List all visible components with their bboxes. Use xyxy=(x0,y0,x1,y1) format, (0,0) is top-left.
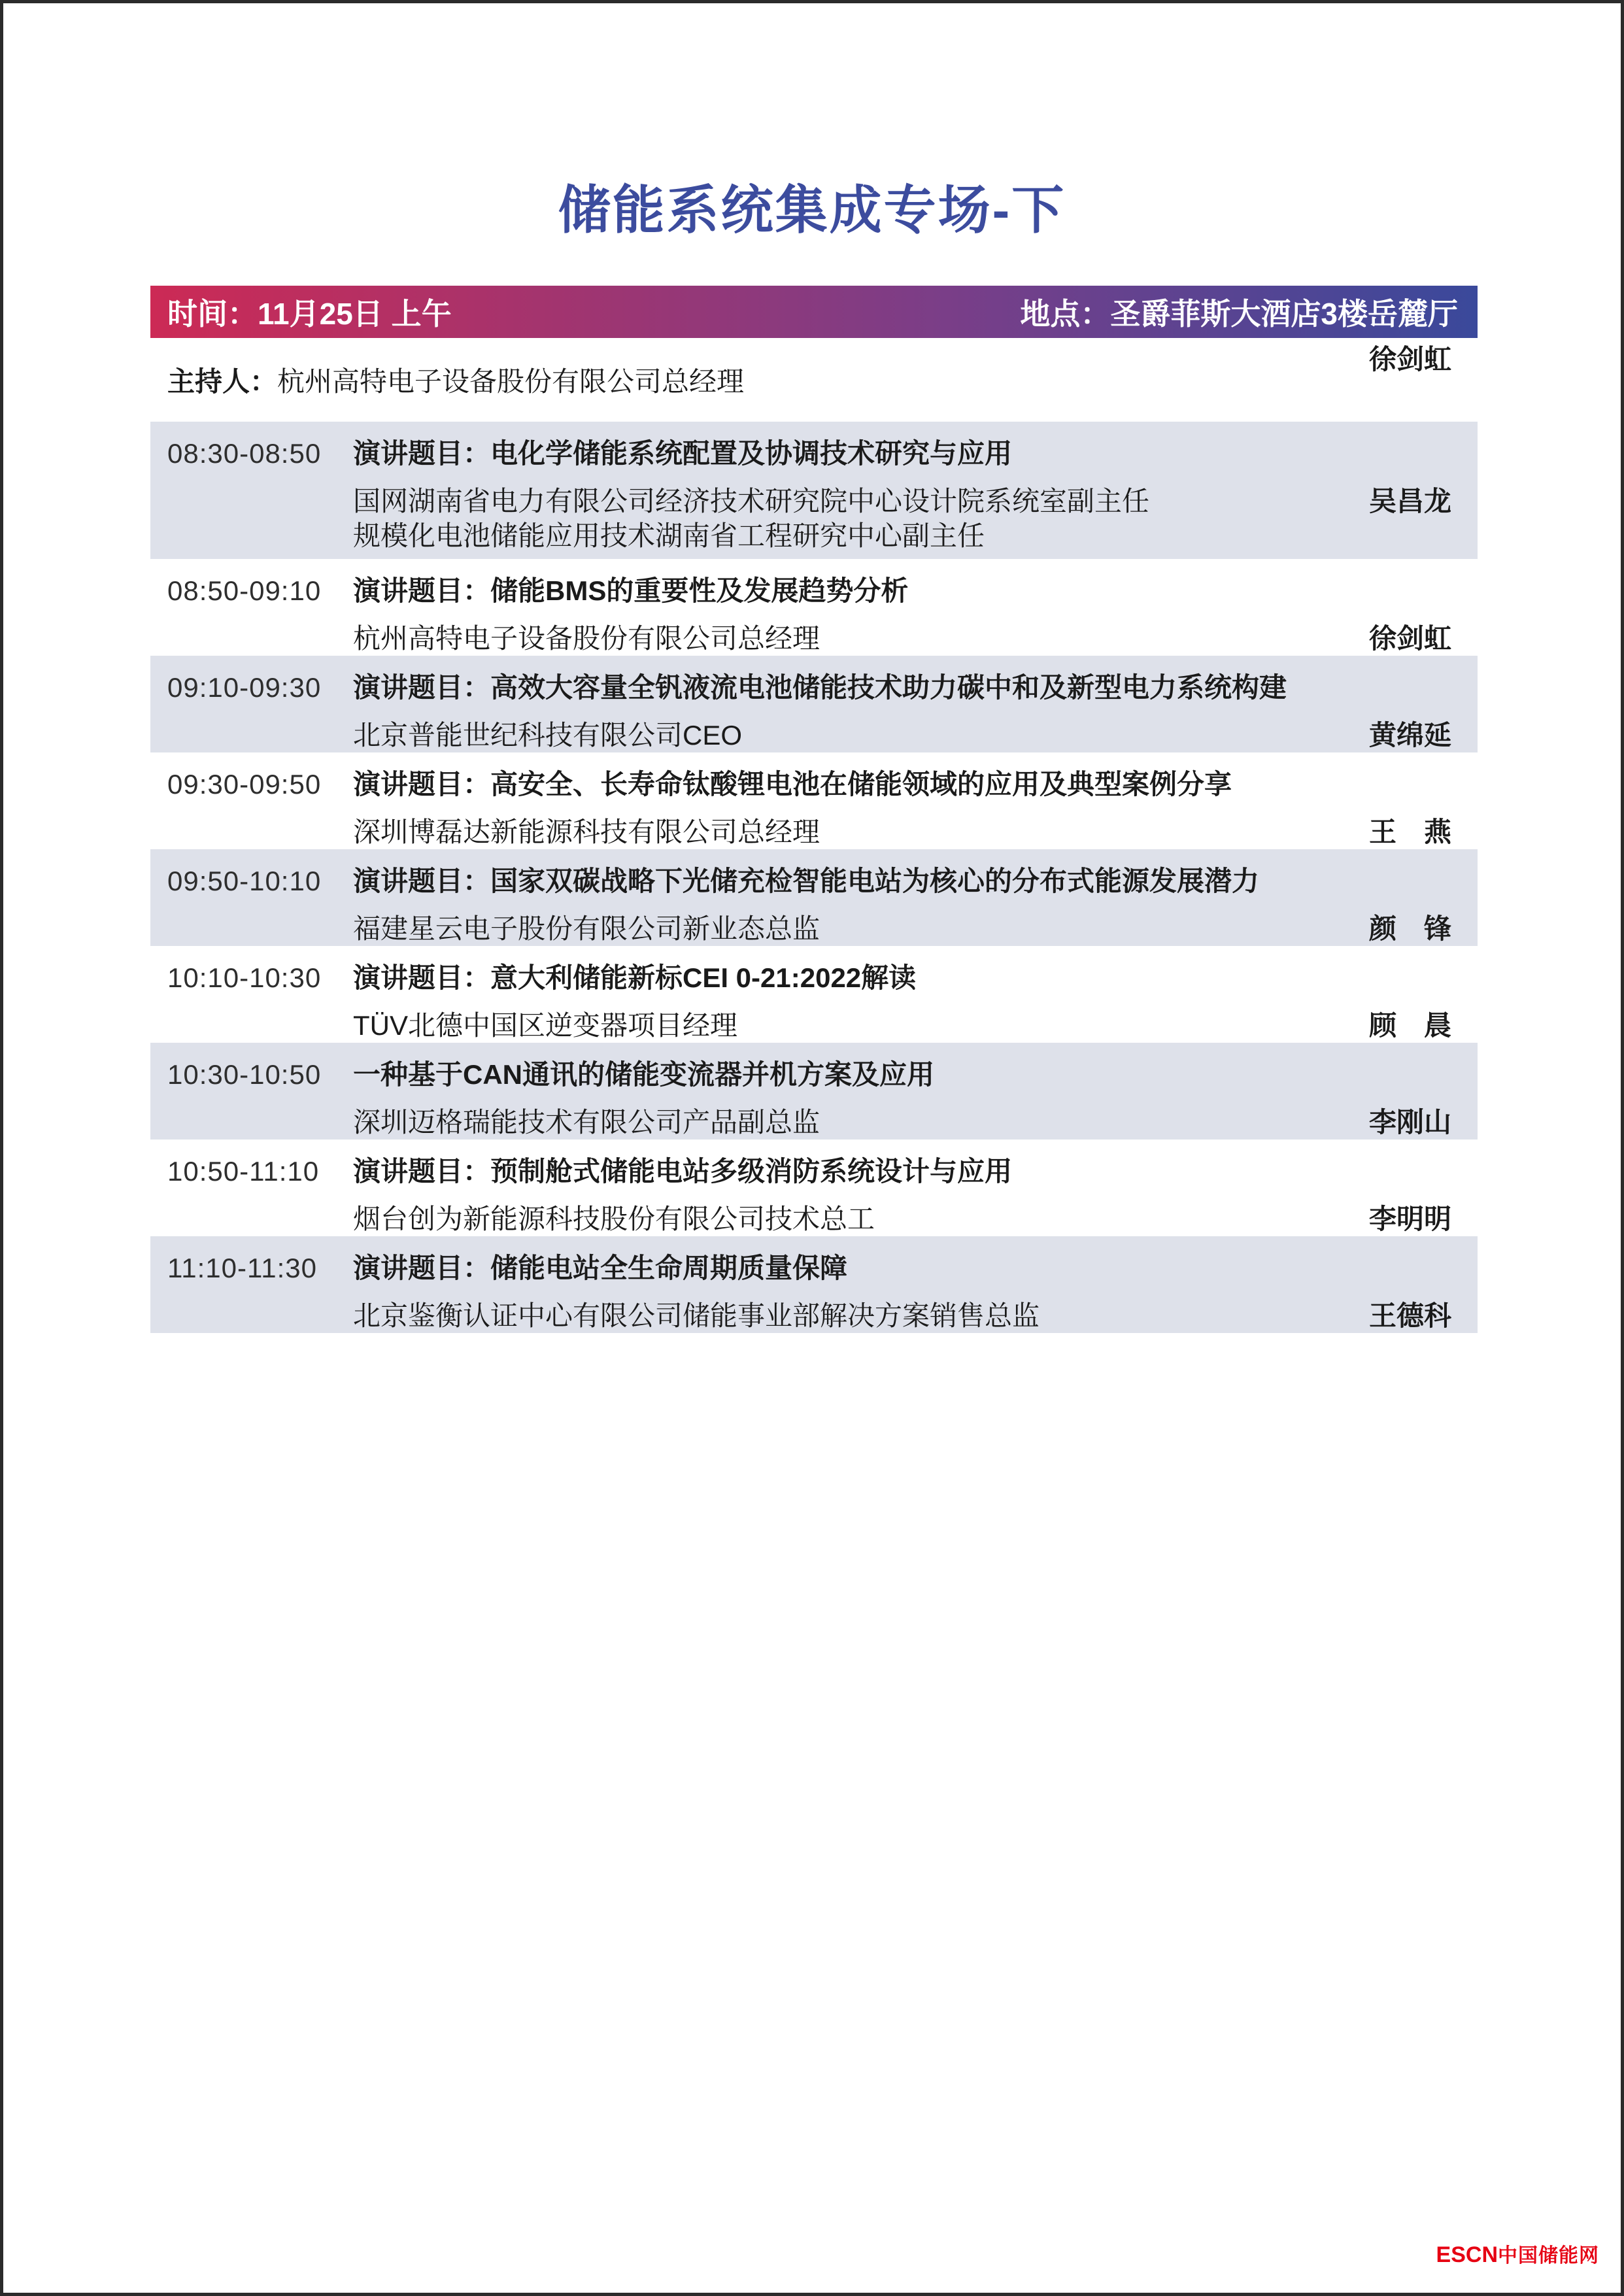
affiliation-line: 福建星云电子股份有限公司新业态总监 xyxy=(353,913,820,944)
escn-logo-latin: ESCN xyxy=(1436,2242,1498,2267)
session-affiliation xyxy=(353,1105,1216,1140)
session-time: 09:10-09:30 xyxy=(167,672,322,703)
session-title: 演讲题目：预制舱式储能电站多级消防系统设计与应用 xyxy=(353,1156,1013,1187)
agenda-content xyxy=(150,286,1478,1333)
host-info xyxy=(167,360,1369,399)
session-affiliation xyxy=(353,484,1216,553)
affiliation-line: 国网湖南省电力有限公司经济技术研究院中心设计院系统室副主任 xyxy=(353,486,1150,516)
session-row xyxy=(150,656,1478,752)
session-row xyxy=(150,849,1478,946)
affiliation-line: 深圳迈格瑞能技术有限公司产品副总监 xyxy=(353,1107,820,1138)
host-affiliation: 杭州高特电子设备股份有限公司总经理 xyxy=(277,366,745,397)
session-row xyxy=(150,1140,1478,1236)
session-title: 演讲题目：国家双碳战略下光储充检智能电站为核心的分布式能源发展潜力 xyxy=(353,866,1260,896)
session-title: 演讲题目：高效大容量全钒液流电池储能技术助力碳中和及新型电力系统构建 xyxy=(353,672,1287,703)
session-time: 09:50-10:10 xyxy=(167,866,322,896)
session-time: 10:10-10:30 xyxy=(167,962,322,993)
escn-logo-site-name: 中国储能网 xyxy=(1498,2245,1599,2267)
session-affiliation xyxy=(353,911,1216,946)
session-time: 09:30-09:50 xyxy=(167,769,322,800)
session-row xyxy=(150,946,1478,1043)
speaker-name: 王德科 xyxy=(1368,1300,1451,1331)
speaker-name: 顾 晨 xyxy=(1368,1010,1451,1041)
session-time: 10:30-10:50 xyxy=(167,1059,322,1090)
session-time-label: 时间：11月25日 上午 xyxy=(167,297,452,331)
session-time: 08:50-09:10 xyxy=(167,575,322,606)
session-affiliation xyxy=(353,815,1216,849)
session-location-label: 地点：圣爵菲斯大酒店3楼岳麓厅 xyxy=(1020,297,1458,331)
speaker-name: 黄绵延 xyxy=(1368,720,1451,751)
affiliation-line: 北京鉴衡认证中心有限公司储能事业部解决方案销售总监 xyxy=(353,1300,1040,1331)
session-affiliation xyxy=(353,1008,1216,1043)
session-title: 演讲题目：电化学储能系统配置及协调技术研究与应用 xyxy=(353,438,1013,469)
session-time: 11:10-11:30 xyxy=(167,1253,317,1283)
page-title: 储能系统集成专场-下 xyxy=(558,181,1066,239)
speaker-name: 王 燕 xyxy=(1368,817,1451,847)
speaker-name: 李刚山 xyxy=(1368,1107,1451,1138)
speaker-name: 李明明 xyxy=(1368,1204,1451,1234)
affiliation-line: 北京普能世纪科技有限公司CEO xyxy=(353,720,743,751)
speaker-name: 吴昌龙 xyxy=(1368,486,1451,516)
host-row xyxy=(150,338,1478,422)
affiliation-line: 深圳博磊达新能源科技有限公司总经理 xyxy=(353,817,820,847)
host-name: 徐剑虹 xyxy=(1368,344,1451,375)
session-row xyxy=(150,1236,1478,1333)
session-header-bar xyxy=(150,286,1478,338)
session-title: 演讲题目：意大利储能新标CEI 0-21:2022解读 xyxy=(353,962,917,993)
session-affiliation xyxy=(353,718,1216,752)
session-row xyxy=(150,422,1478,559)
escn-logo xyxy=(1436,2239,1599,2268)
affiliation-line: 规模化电池储能应用技术湖南省工程研究中心副主任 xyxy=(353,520,985,551)
affiliation-line: TÜV北德中国区逆变器项目经理 xyxy=(353,1010,738,1041)
affiliation-line: 杭州高特电子设备股份有限公司总经理 xyxy=(353,623,820,654)
session-title: 演讲题目：储能BMS的重要性及发展趋势分析 xyxy=(353,575,909,606)
host-label: 主持人： xyxy=(167,366,278,397)
session-row xyxy=(150,559,1478,656)
session-time: 10:50-11:10 xyxy=(167,1156,320,1187)
session-affiliation xyxy=(353,1298,1216,1333)
session-title: 演讲题目：高安全、长寿命钛酸锂电池在储能领域的应用及典型案例分享 xyxy=(353,769,1232,800)
session-row xyxy=(150,752,1478,849)
speaker-name: 徐剑虹 xyxy=(1368,623,1451,654)
session-title: 一种基于CAN通讯的储能变流器并机方案及应用 xyxy=(353,1059,934,1090)
session-time: 08:30-08:50 xyxy=(167,438,322,469)
affiliation-line: 烟台创为新能源科技股份有限公司技术总工 xyxy=(353,1204,875,1234)
session-title: 演讲题目：储能电站全生命周期质量保障 xyxy=(353,1253,848,1283)
session-affiliation xyxy=(353,1202,1216,1236)
speaker-name: 颜 锋 xyxy=(1368,913,1451,944)
session-affiliation xyxy=(353,621,1216,656)
session-row xyxy=(150,1043,1478,1140)
